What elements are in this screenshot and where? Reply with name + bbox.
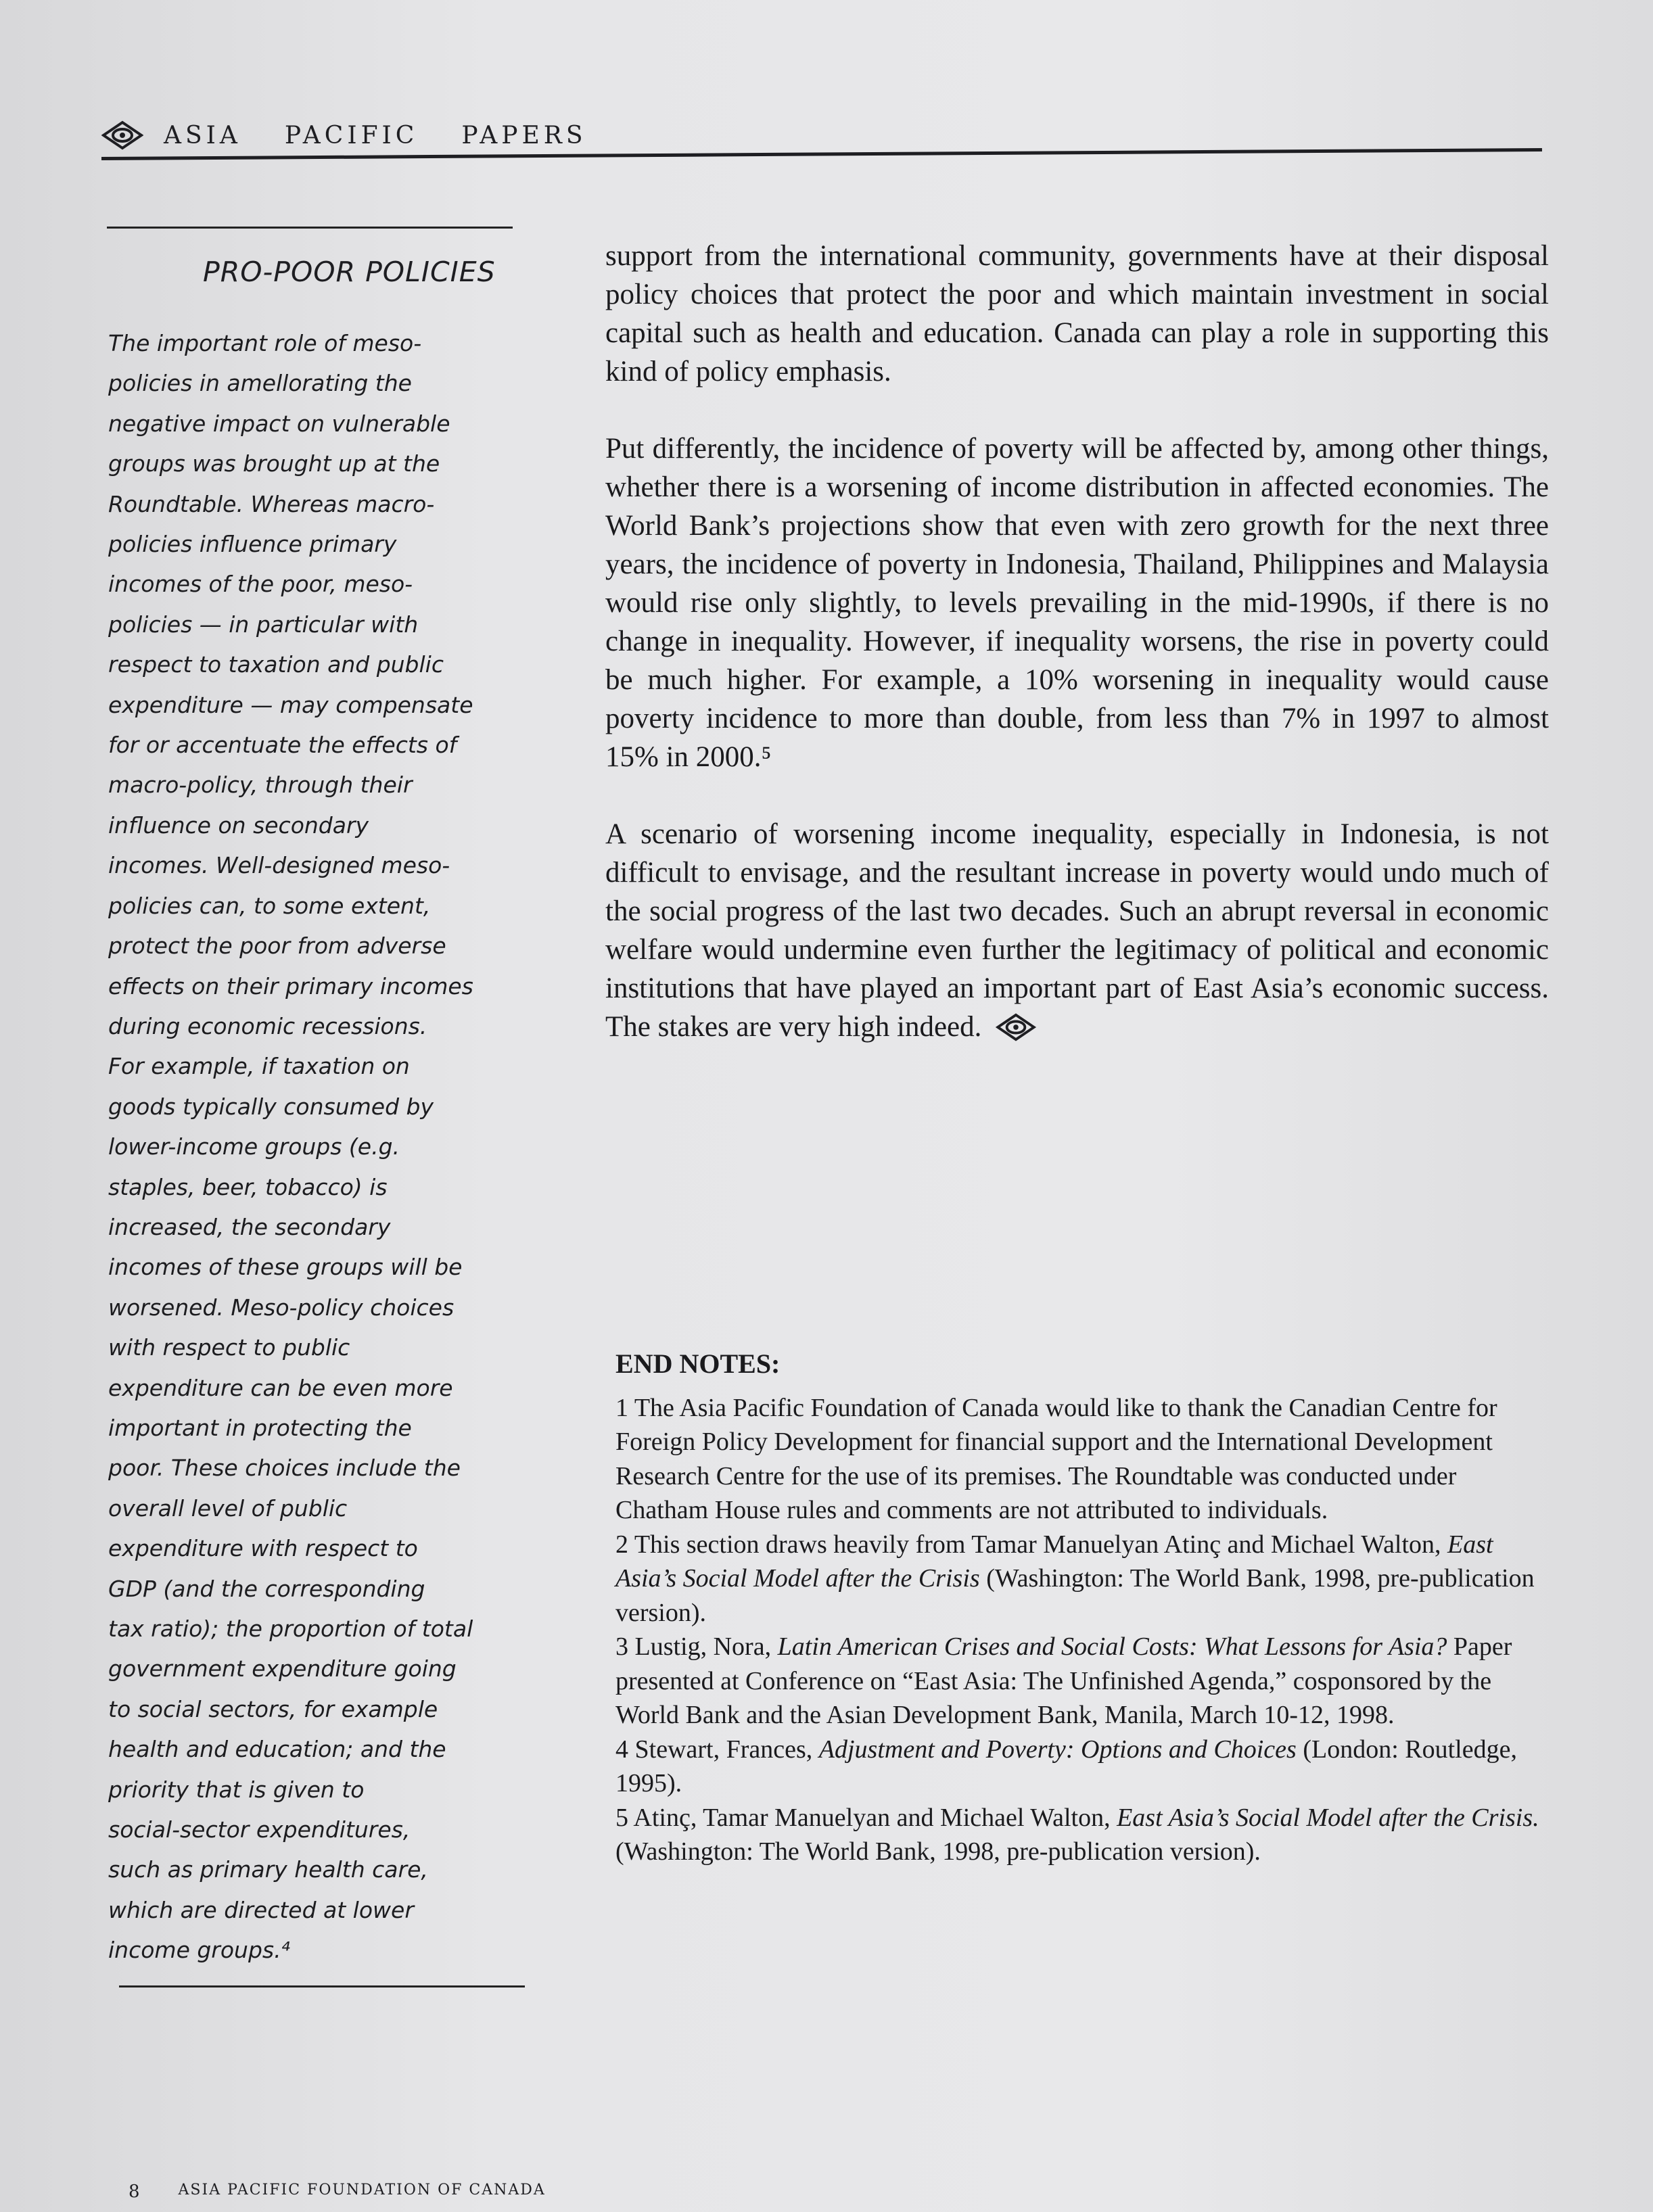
- sidebar-title: PRO-POOR POLICIES: [203, 256, 496, 288]
- sidebar-bottom-rule: [119, 1985, 525, 1987]
- header-word-pacific: PACIFIC: [284, 122, 419, 149]
- running-footer: [129, 2182, 546, 2202]
- sidebar-line: health and education; and the: [108, 1736, 446, 1763]
- endnote-3: [615, 1630, 1549, 1733]
- sidebar-line: with respect to public: [108, 1334, 350, 1361]
- main-paragraph: support from the international community, governments have at their disposal policy choices that protect the poor and which maintain investment in social capital such as health and education. Canada can play a role in supporting this kind of policy emphasis.: [605, 240, 1549, 387]
- sidebar-line: groups was brought up at the: [108, 450, 440, 477]
- sidebar-line: staples, beer, tobacco) is: [108, 1173, 388, 1200]
- endnote-2-title: East Asia’s Social Model after the Crisis: [615, 1530, 1493, 1593]
- apf-eye-logo-icon: [101, 120, 143, 150]
- running-header: [101, 115, 1542, 156]
- endnote-1: 1 The Asia Pacific Foundation of Canada would like to thank the Canadian Centre for Foreign Policy Development for financial support and the International Development Research Centre for the use of its premises. The Roundtable was conducted under Chatham House rules and comments are not attributed to individuals.: [615, 1393, 1497, 1524]
- sidebar-line: tax ratio); the proportion of total: [108, 1616, 473, 1642]
- sidebar-line: expenditure — may compensate: [108, 691, 473, 718]
- main-column: [605, 237, 1549, 1085]
- sidebar-line: policies — in particular with: [108, 611, 419, 638]
- sidebar-line: income groups.⁴: [108, 1937, 290, 1964]
- sidebar-line: incomes of these groups will be: [108, 1254, 463, 1281]
- endnote-4-title: Adjustment and Poverty: Options and Choices: [818, 1735, 1297, 1764]
- sidebar-line: overall level of public: [108, 1495, 348, 1522]
- endnote-4-source: (London: Routledge, 1995).: [615, 1735, 1517, 1797]
- sidebar-line: to social sectors, for example: [108, 1695, 438, 1722]
- sidebar-line: influence on secondary: [108, 811, 369, 839]
- sidebar-line: incomes. Well-designed meso-: [108, 852, 450, 879]
- endnote-3-source: Paper presented at Conference on “East Asia: The Unfinished Agenda,” cosponsored by the World Bank and the Asian Development Bank, Manila, March 10-12, 1998.: [615, 1632, 1512, 1729]
- sidebar-line: expenditure can be even more: [108, 1374, 453, 1401]
- endnote-3-title: Latin American Crises and Social Costs: What Lessons for Asia?: [777, 1632, 1447, 1661]
- sidebar-line: negative impact on vulnerable: [108, 410, 450, 437]
- sidebar-line: poor. These choices include the: [108, 1455, 461, 1482]
- apf-eye-end-mark-icon: [995, 1013, 1037, 1041]
- sidebar-line: increased, the secondary: [108, 1213, 391, 1240]
- sidebar-line: worsened. Meso-policy choices: [108, 1294, 455, 1321]
- sidebar-line: goods typically consumed by: [108, 1093, 434, 1120]
- page-number: 8: [129, 2182, 141, 2202]
- main-paragraph: Put differently, the incidence of poverty will be affected by, among other things, whether there is a worsening of income distribution in affected economies. The World Bank’s projections show that even with zero growth for the next three years, the incidence of poverty in Indonesia, Thailand, Philippines and Malaysia would rise only slightly, to levels prevailing in the mid-1990s, if there is no change in inequality. However, if inequality worsens, the rise in poverty could be much higher. For example, a 10% worsening in inequality would cause poverty incidence to more than double, from less than 7% in 1997 to almost 15% in 2000.⁵: [605, 433, 1549, 773]
- endnote-5-title: East Asia’s Social Model after the Crisis.: [1117, 1803, 1539, 1832]
- endnote-3-text: 3 Lustig, Nora,: [615, 1632, 778, 1661]
- sidebar-line: policies can, to some extent,: [108, 892, 431, 919]
- endnote-4-text: 4 Stewart, Frances,: [615, 1735, 819, 1764]
- endnote-2-text: 2 This section draws heavily from Tamar Manuelyan Atinç and Michael Walton,: [615, 1530, 1448, 1559]
- sidebar-line: for or accentuate the effects of: [108, 732, 457, 759]
- header-word-papers: PAPERS: [461, 122, 587, 149]
- endnotes-title: END NOTES:: [615, 1348, 781, 1379]
- sidebar-line: effects on their primary incomes: [108, 972, 473, 999]
- sidebar-line: policies in amellorating the: [108, 370, 412, 397]
- endnote-5-source: (Washington: The World Bank, 1998, pre-publication version).: [615, 1837, 1261, 1866]
- sidebar-line: which are directed at lower: [108, 1896, 414, 1923]
- main-paragraph-text: A scenario of worsening income inequality, especially in Indonesia, is not difficult to envisage, and the resultant increase in poverty would undo much of the social progress of the last two decades. Such an abrupt reversal in economic welfare would undermine even further the legitimacy of political and economic institutions that have played an important part of East Asia’s economic success. The stakes are very high indeed.: [605, 818, 1549, 1043]
- sidebar-line: social-sector expenditures,: [108, 1816, 411, 1843]
- endnote-4: [615, 1733, 1549, 1801]
- sidebar-line: expenditure with respect to: [108, 1535, 418, 1562]
- sidebar-line: government expenditure going: [108, 1655, 457, 1682]
- sidebar-line: Roundtable. Whereas macro-: [108, 490, 435, 517]
- sidebar-line: policies influence primary: [108, 531, 397, 558]
- endnote-5: [615, 1801, 1549, 1869]
- sidebar-top-rule: [107, 227, 513, 229]
- sidebar-line: respect to taxation and public: [108, 651, 444, 678]
- sidebar-line: The important role of meso-: [108, 330, 422, 356]
- sidebar-line: For example, if taxation on: [108, 1053, 410, 1080]
- sidebar-line: macro-policy, through their: [108, 772, 413, 799]
- sidebar-line: lower-income groups (e.g.: [108, 1133, 400, 1160]
- header-word-asia: ASIA: [164, 122, 241, 149]
- sidebar-line: GDP (and the corresponding: [108, 1575, 425, 1602]
- sidebar-line: protect the poor from adverse: [108, 933, 446, 960]
- endnotes: [615, 1347, 1549, 1869]
- sidebar-line: during economic recessions.: [108, 1012, 427, 1039]
- sidebar-line: incomes of the poor, meso-: [108, 571, 413, 598]
- sidebar-body: [108, 323, 555, 1971]
- endnote-5-text: 5 Atinç, Tamar Manuelyan and Michael Walton,: [615, 1803, 1117, 1832]
- footer-org: ASIA PACIFIC FOUNDATION OF CANADA: [178, 2182, 546, 2198]
- endnote-2-source: (Washington: The World Bank, 1998, pre-publication version).: [615, 1564, 1535, 1627]
- endnote-2: [615, 1528, 1549, 1630]
- sidebar-line: priority that is given to: [108, 1776, 365, 1803]
- sidebar-line: such as primary health care,: [108, 1856, 428, 1883]
- sidebar-line: important in protecting the: [108, 1414, 412, 1441]
- header-title: [164, 122, 587, 149]
- main-paragraph-last: [605, 815, 1549, 1046]
